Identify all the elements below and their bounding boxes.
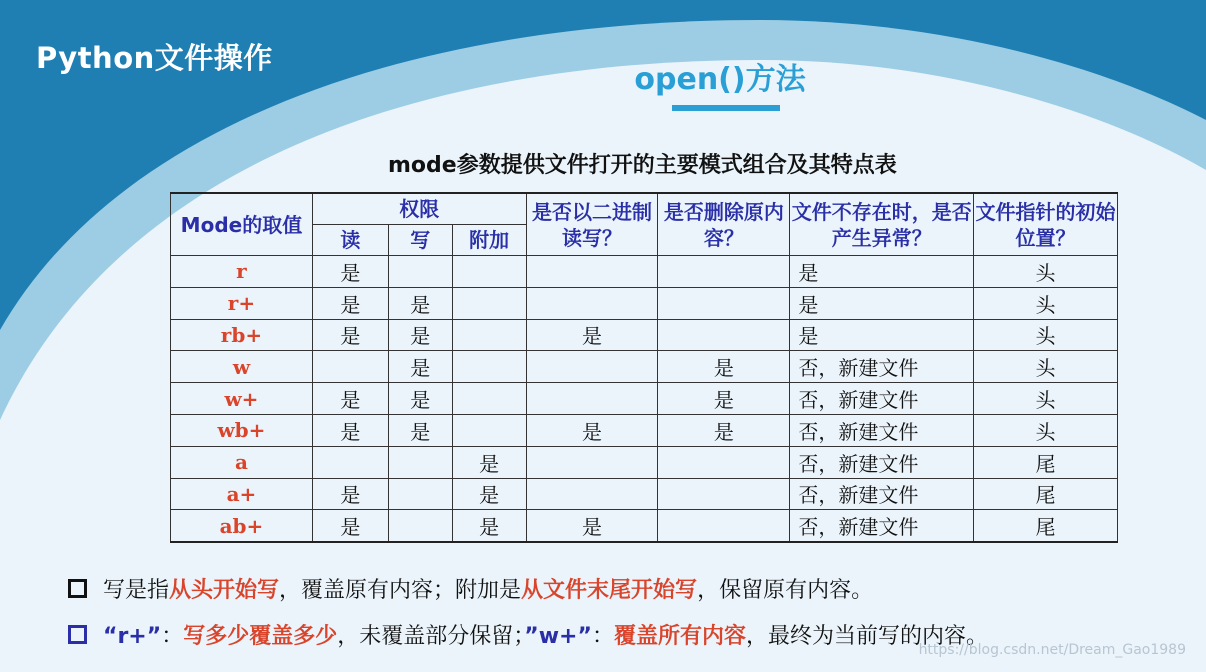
cell-not-exist: 否，新建文件 <box>790 446 974 478</box>
cell-write: 是 <box>388 287 452 319</box>
cell-pointer: 尾 <box>974 446 1118 478</box>
note-1-text: 写是指从头开始写，覆盖原有内容；附加是从文件末尾开始写，保留原有内容。 <box>103 577 874 603</box>
cell-delete: 是 <box>658 383 790 415</box>
cell-not-exist: 否，新建文件 <box>790 414 974 446</box>
header-binary: 是否以二进制读写？ <box>526 193 658 256</box>
section-title: open()方法 <box>634 62 806 97</box>
cell-write: 是 <box>388 383 452 415</box>
cell-read: 是 <box>312 383 388 415</box>
table-row <box>171 446 1118 478</box>
cell-binary <box>526 383 658 415</box>
cell-delete <box>658 478 790 510</box>
cell-mode: a <box>171 446 313 478</box>
watermark: https://blog.csdn.net/Dream_Gao1989 <box>918 642 1186 658</box>
cell-not-exist: 是 <box>790 319 974 351</box>
mode-r-plus-label: “r+” <box>103 623 162 649</box>
cell-binary <box>526 446 658 478</box>
cell-delete <box>658 510 790 542</box>
table-row <box>171 351 1118 383</box>
cell-append <box>452 287 526 319</box>
cell-not-exist: 否，新建文件 <box>790 510 974 542</box>
cell-write <box>388 446 452 478</box>
cell-mode: r+ <box>171 287 313 319</box>
cell-pointer: 头 <box>974 287 1118 319</box>
note-2 <box>68 616 988 652</box>
cell-read: 是 <box>312 319 388 351</box>
cell-append: 是 <box>452 510 526 542</box>
cell-delete <box>658 319 790 351</box>
cell-pointer: 头 <box>974 351 1118 383</box>
cell-read <box>312 446 388 478</box>
cell-read <box>312 351 388 383</box>
notes <box>68 570 988 662</box>
cell-write <box>388 510 452 542</box>
cell-binary <box>526 256 658 288</box>
cell-binary <box>526 287 658 319</box>
cell-append <box>452 383 526 415</box>
cell-not-exist: 是 <box>790 256 974 288</box>
cell-pointer: 头 <box>974 414 1118 446</box>
cell-read: 是 <box>312 287 388 319</box>
table-row <box>171 478 1118 510</box>
cell-read: 是 <box>312 478 388 510</box>
mode-w-plus-label: ”w+” <box>524 623 592 649</box>
square-bullet-icon <box>68 579 87 598</box>
cell-mode: r <box>171 256 313 288</box>
cell-read: 是 <box>312 256 388 288</box>
cell-write: 是 <box>388 319 452 351</box>
table-row <box>171 510 1118 542</box>
cell-delete: 是 <box>658 351 790 383</box>
cell-not-exist: 否，新建文件 <box>790 351 974 383</box>
cell-pointer: 头 <box>974 383 1118 415</box>
table-row <box>171 256 1118 288</box>
cell-binary: 是 <box>526 510 658 542</box>
header-read: 读 <box>312 225 388 256</box>
cell-write: 是 <box>388 351 452 383</box>
cell-not-exist: 否，新建文件 <box>790 478 974 510</box>
cell-mode: w+ <box>171 383 313 415</box>
header-pointer: 文件指针的初始位置？ <box>974 193 1118 256</box>
table-row <box>171 383 1118 415</box>
cell-binary <box>526 351 658 383</box>
cell-write <box>388 478 452 510</box>
cell-not-exist: 否，新建文件 <box>790 383 974 415</box>
slide-title: Python文件操作 <box>36 41 273 75</box>
table-row <box>171 319 1118 351</box>
cell-delete: 是 <box>658 414 790 446</box>
cell-pointer: 尾 <box>974 510 1118 542</box>
cell-delete <box>658 287 790 319</box>
header-mode: Mode的取值 <box>171 193 313 256</box>
header-append: 附加 <box>452 225 526 256</box>
cell-pointer: 头 <box>974 256 1118 288</box>
cell-append <box>452 414 526 446</box>
cell-delete <box>658 256 790 288</box>
cell-mode: wb+ <box>171 414 313 446</box>
cell-delete <box>658 446 790 478</box>
cell-mode: a+ <box>171 478 313 510</box>
square-bullet-icon <box>68 625 87 644</box>
cell-binary: 是 <box>526 414 658 446</box>
highlight-write-from-end: 从文件末尾开始写 <box>521 577 698 603</box>
cell-mode: rb+ <box>171 319 313 351</box>
highlight-write-from-start: 从头开始写 <box>169 577 280 603</box>
header-not-exist: 文件不存在时，是否产生异常？ <box>790 193 974 256</box>
cell-mode: ab+ <box>171 510 313 542</box>
section-underline <box>672 105 780 111</box>
cell-append <box>452 256 526 288</box>
header-delete: 是否删除原内容？ <box>658 193 790 256</box>
mode-table <box>170 192 1118 543</box>
cell-append <box>452 319 526 351</box>
cell-read: 是 <box>312 510 388 542</box>
highlight-overwrite-partial: 写多少覆盖多少 <box>183 623 338 649</box>
cell-write: 是 <box>388 414 452 446</box>
table-row <box>171 414 1118 446</box>
cell-mode: w <box>171 351 313 383</box>
table-title: mode参数提供文件打开的主要模式组合及其特点表 <box>388 153 897 178</box>
cell-append: 是 <box>452 478 526 510</box>
cell-write <box>388 256 452 288</box>
table-row <box>171 287 1118 319</box>
cell-append: 是 <box>452 446 526 478</box>
highlight-overwrite-all: 覆盖所有内容 <box>613 623 746 649</box>
header-write: 写 <box>388 225 452 256</box>
cell-pointer: 头 <box>974 319 1118 351</box>
cell-binary <box>526 478 658 510</box>
header-permission: 权限 <box>312 193 526 225</box>
note-1 <box>68 570 988 606</box>
cell-append <box>452 351 526 383</box>
note-2-text: “r+”：写多少覆盖多少，未覆盖部分保留；”w+”：覆盖所有内容，最终为当前写的内容。 <box>103 623 988 649</box>
cell-binary: 是 <box>526 319 658 351</box>
cell-read: 是 <box>312 414 388 446</box>
cell-not-exist: 是 <box>790 287 974 319</box>
cell-pointer: 尾 <box>974 478 1118 510</box>
